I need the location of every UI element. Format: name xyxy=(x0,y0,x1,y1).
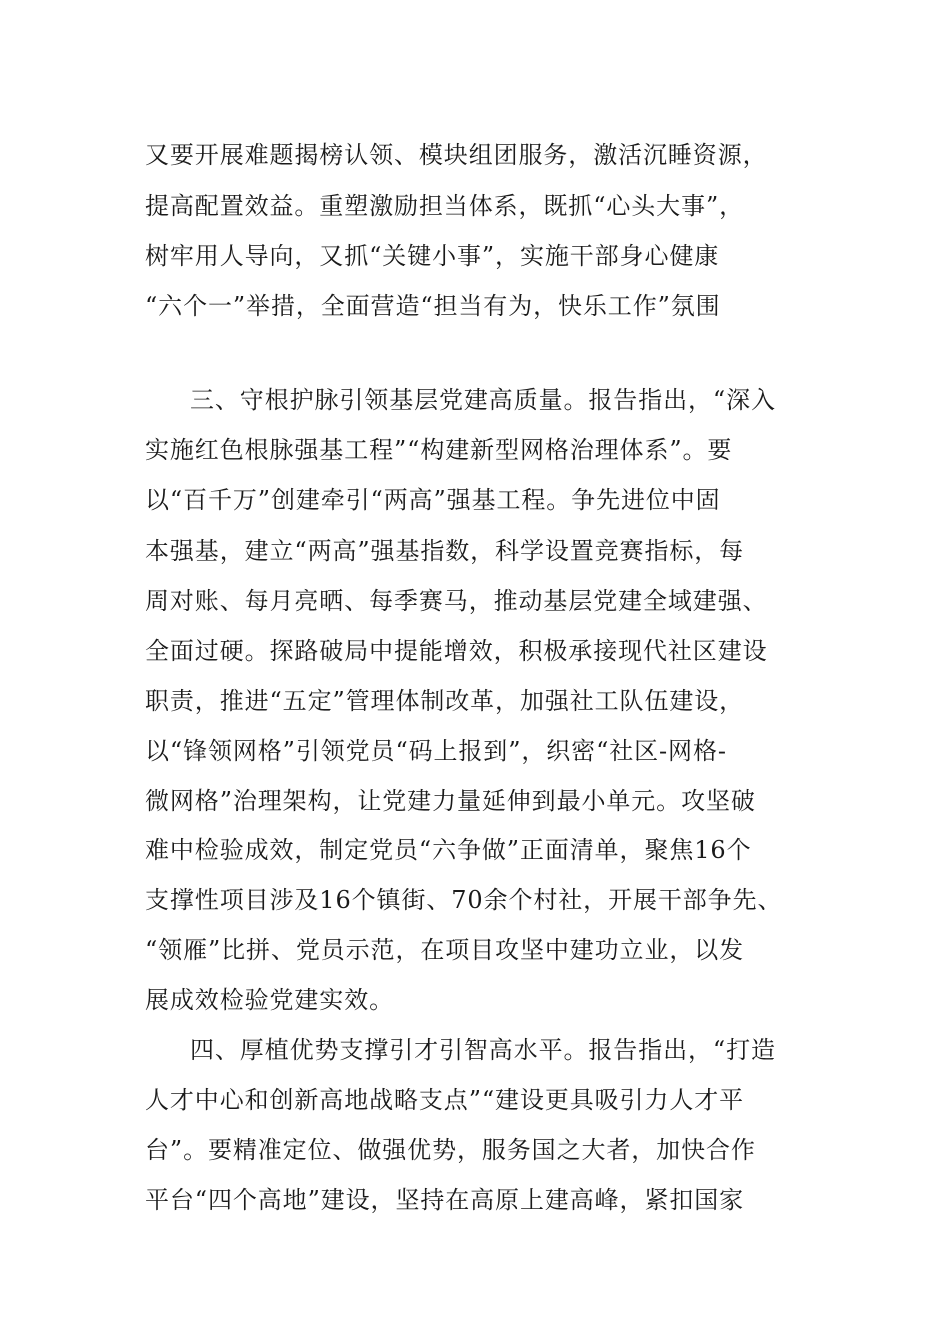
text-line: 树牢用人导向，又抓“关键小事”，实施干部身心健康 xyxy=(145,242,720,270)
text-line: 微网格”治理架构，让党建力量延伸到最小单元。攻坚破 xyxy=(145,787,756,815)
text-line: 职责，推进“五定”管理体制改革，加强社工队伍建设， xyxy=(145,687,745,715)
text-line: 又要开展难题揭榜认领、模块组团服务，激活沉睡资源， xyxy=(145,141,768,169)
text-line: 人才中心和创新高地战略支点”“建设更具吸引力人才平 xyxy=(145,1086,745,1114)
text-line: 本强基，建立“两高”强基指数，科学设置竞赛指标，每 xyxy=(145,537,745,565)
text-line: 以“锋领网格”引领党员“码上报到”，织密“社区-网格- xyxy=(145,737,727,765)
text-line: “领雁”比拼、党员示范，在项目攻坚中建功立业，以发 xyxy=(145,936,745,964)
text-line: 台”。要精准定位、做强优势，服务国之大者，加快合作 xyxy=(145,1136,756,1164)
text-line: 全面过硬。探路破局中提能增效，积极承接现代社区建设 xyxy=(145,637,768,665)
text-line: 展成效检验党建实效。 xyxy=(145,986,394,1014)
text-line: 支撑性项目涉及16个镇街、70余个村社，开展干部争先、 xyxy=(145,886,783,914)
section-heading-line: 三、守根护脉引领基层党建高质量。报告指出，“深入 xyxy=(190,386,776,414)
section-heading-line: 四、厚植优势支撑引才引智高水平。报告指出，“打造 xyxy=(190,1036,776,1064)
text-line: 提高配置效益。重塑激励担当体系，既抓“心头大事”， xyxy=(145,192,745,220)
text-line: 难中检验成效，制定党员“六争做”正面清单，聚焦16个 xyxy=(145,836,752,864)
text-line: 以“百千万”创建牵引“两高”强基工程。争先进位中固 xyxy=(145,486,721,514)
text-line: 实施红色根脉强基工程”“构建新型网格治理体系”。要 xyxy=(145,436,733,464)
text-line: “六个一”举措，全面营造“担当有为，快乐工作”氛围 xyxy=(145,292,721,320)
text-line: 周对账、每月亮晒、每季赛马，推动基层党建全域建强、 xyxy=(145,587,768,615)
text-line: 平台“四个高地”建设，坚持在高原上建高峰，紧扣国家 xyxy=(145,1186,745,1214)
